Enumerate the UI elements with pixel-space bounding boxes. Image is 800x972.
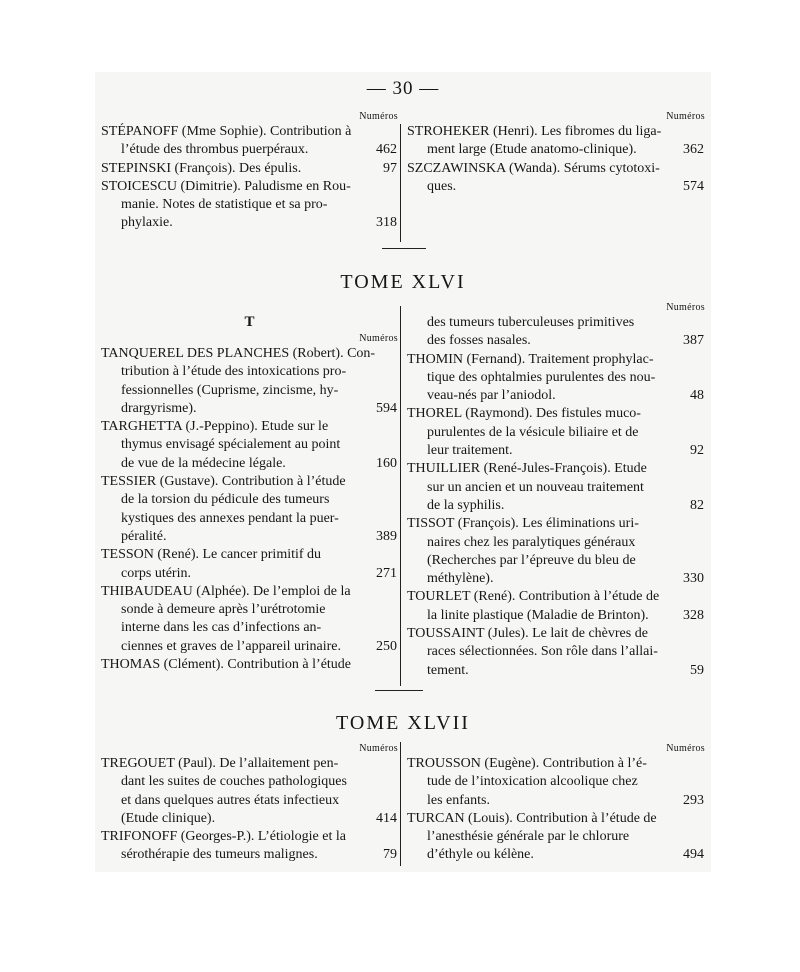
- tome-47-heading: TOME XLVII: [336, 712, 470, 734]
- index-entry: [407, 123, 705, 160]
- entry-number: 574: [683, 178, 704, 194]
- entry-line: TANQUEREL DES PLANCHES (Robert). Con-: [101, 346, 376, 361]
- entry-line: sonde à demeure après l’urétrotomie: [121, 602, 326, 618]
- entry-text: méthylène).: [427, 571, 494, 587]
- index-entry: [407, 405, 705, 460]
- index-entry: [407, 515, 705, 588]
- numeros-header: Numéros: [359, 743, 398, 754]
- entry-line: kystiques des annexes pendant la puer-: [121, 510, 339, 526]
- numeros-header: Numéros: [666, 743, 705, 754]
- entry-text: THOMAS (Clément). Contribution à l’étude: [101, 657, 352, 673]
- entry-text: péralité.: [121, 528, 167, 544]
- document-page: [95, 72, 711, 872]
- entry-line: et dans quelques autres états infectieux: [121, 792, 340, 808]
- entry-last-line: [407, 442, 705, 460]
- entry-line: TISSOT (François). Les éliminations uri-: [407, 516, 639, 532]
- index-entry: [101, 546, 398, 583]
- entry-line: (Recherches par l’épreuve du bleu de: [427, 552, 636, 568]
- index-entry: [101, 345, 398, 418]
- entry-number: 362: [683, 142, 704, 158]
- entry-text: l’étude des thrombus puerpéraux.: [121, 142, 309, 158]
- index-entry: [101, 828, 398, 865]
- entry-line: TOURLET (René). Contribution à l’étude de: [407, 589, 660, 605]
- entry-text: des fosses nasales.: [427, 333, 531, 349]
- entry-number: 59: [690, 662, 704, 678]
- entry-last-line: [101, 455, 398, 473]
- numeros-header: Numéros: [359, 333, 398, 344]
- entry-line: interne dans les cas d’infections an-: [121, 620, 322, 636]
- entry-number: 293: [683, 792, 704, 808]
- entry-line: fessionnelles (Cuprisme, zincisme, hy-: [121, 382, 339, 398]
- entry-last-line: [101, 400, 398, 418]
- entry-number: 271: [376, 565, 397, 581]
- entry-number: 97: [383, 160, 397, 176]
- entry-number: 328: [683, 607, 704, 623]
- entry-last-line: [101, 160, 398, 178]
- entry-line: TOUSSAINT (Jules). Le lait de chèvres de: [407, 626, 648, 642]
- index-entry: [101, 418, 398, 473]
- tome46-left-column: [101, 310, 398, 674]
- section1-left-column: [101, 110, 398, 233]
- entry-line: tribution à l’étude des intoxications pro-: [121, 364, 347, 380]
- index-entry: [101, 473, 398, 546]
- entry-last-line: [407, 387, 705, 405]
- entry-last-line: [407, 332, 705, 350]
- section1-right-column: [407, 110, 705, 196]
- entry-text: corps utérin.: [121, 565, 191, 581]
- entry-text: leur traitement.: [427, 443, 513, 459]
- entry-last-line: [407, 846, 705, 864]
- entry-last-line: [407, 792, 705, 810]
- entry-line: TRIFONOFF (Georges-P.). L’étiologie et la: [101, 829, 346, 845]
- section-rule: [382, 248, 426, 249]
- entry-last-line: [101, 141, 398, 159]
- entry-text: STEPINSKI (François). Des épulis.: [101, 160, 302, 176]
- index-entry: [101, 755, 398, 828]
- entry-line: manie. Notes de statistique et sa pro-: [121, 197, 328, 213]
- index-entry: [101, 123, 398, 160]
- index-entry: [407, 625, 705, 680]
- entry-number: 160: [376, 455, 397, 471]
- entry-number: 330: [683, 571, 704, 587]
- entry-last-line: [407, 662, 705, 680]
- entry-last-line: [407, 607, 705, 625]
- column-separator: [400, 124, 401, 242]
- letter-heading: T: [244, 314, 255, 330]
- column-separator: [400, 742, 401, 866]
- entry-number: 48: [690, 388, 704, 404]
- entry-last-line: [101, 565, 398, 583]
- index-entry: [101, 160, 398, 178]
- tome47-right-column: [407, 742, 705, 865]
- entry-text: (Etude clinique).: [121, 810, 216, 826]
- entry-text: tement.: [427, 662, 469, 678]
- index-entry: [407, 314, 705, 351]
- entry-line: TROUSSON (Eugène). Contribution à l’é-: [407, 756, 647, 771]
- entry-line: tude de l’intoxication alcoolique chez: [427, 774, 638, 790]
- entry-line: sur un ancien et un nouveau traitement: [427, 479, 644, 495]
- entry-line: THIBAUDEAU (Alphée). De l’emploi de la: [101, 583, 351, 599]
- entry-number: 494: [683, 847, 704, 863]
- entry-line: THOMIN (Fernand). Traitement prophylac-: [407, 351, 654, 367]
- entry-line: naires chez les paralytiques généraux: [427, 534, 636, 550]
- entry-line: TESSIER (Gustave). Contribution à l’étude: [101, 474, 346, 490]
- entry-line: STÉPANOFF (Mme Sophie). Contribution à: [101, 124, 352, 139]
- entry-last-line: [101, 638, 398, 656]
- tome46-right-column: [407, 301, 705, 680]
- section-rule: [375, 690, 423, 691]
- entry-number: 594: [376, 400, 397, 416]
- entry-line: races sélectionnées. Son rôle dans l’allai-: [427, 644, 658, 660]
- entry-last-line: [101, 846, 398, 864]
- entry-line: THUILLIER (René-Jules-François). Etude: [407, 461, 647, 477]
- entry-text: les enfants.: [427, 792, 490, 808]
- entry-number: 462: [376, 142, 397, 158]
- entry-line: thymus envisagé spécialement au point: [121, 437, 341, 453]
- entry-last-line: [407, 570, 705, 588]
- index-entry: [101, 178, 398, 233]
- entry-last-line: [407, 141, 705, 159]
- entry-line: STROHEKER (Henri). Les fibromes du liga-: [407, 124, 662, 139]
- entry-number: [397, 656, 398, 674]
- tome-46-heading: TOME XLVI: [340, 271, 466, 293]
- entry-number: 318: [376, 215, 397, 231]
- entry-text: la linite plastique (Maladie de Brinton).: [427, 607, 649, 623]
- entry-line: purulentes de la vésicule biliaire et de: [427, 424, 639, 440]
- numeros-header: Numéros: [666, 302, 705, 313]
- index-entry: [101, 583, 398, 656]
- numeros-header: Numéros: [359, 111, 398, 122]
- entry-line: THOREL (Raymond). Des fistules muco-: [407, 406, 641, 422]
- entry-last-line: [407, 497, 705, 515]
- entry-line: STOICESCU (Dimitrie). Paludisme en Rou-: [101, 178, 351, 194]
- entry-last-line: [101, 528, 398, 546]
- entry-last-line: [101, 656, 398, 674]
- entry-text: drargyrisme).: [121, 400, 197, 416]
- entry-line: dant les suites de couches pathologiques: [121, 774, 347, 790]
- entry-number: 389: [376, 528, 397, 544]
- entry-line: TURCAN (Louis). Contribution à l’étude de: [407, 810, 657, 826]
- entry-text: ciennes et graves de l’appareil urinaire.: [121, 638, 342, 654]
- index-entry: [407, 351, 705, 406]
- entry-number: 82: [690, 497, 704, 513]
- entry-line: de la torsion du pédicule des tumeurs: [121, 492, 330, 508]
- entry-text: sérothérapie des tumeurs malignes.: [121, 847, 318, 863]
- entry-number: 250: [376, 638, 397, 654]
- index-entry: [407, 755, 705, 810]
- entry-line: TESSON (René). Le cancer primitif du: [101, 547, 322, 563]
- entry-number: 92: [690, 443, 704, 459]
- entry-text: de vue de la médecine légale.: [121, 455, 286, 471]
- entry-line: SZCZAWINSKA (Wanda). Sérums cytotoxi-: [407, 160, 660, 176]
- entry-text: de la syphilis.: [427, 497, 505, 513]
- entry-text: ques.: [427, 178, 457, 194]
- entry-line: l’anesthésie générale par le chlorure: [427, 829, 630, 845]
- entry-number: 79: [383, 847, 397, 863]
- entry-line: tique des ophtalmies purulentes des nou-: [427, 369, 656, 385]
- index-entry: [101, 656, 398, 674]
- entry-text: phylaxie.: [121, 215, 173, 231]
- entry-text: d’éthyle ou kélène.: [427, 847, 534, 863]
- entry-line: TREGOUET (Paul). De l’allaitement pen-: [101, 756, 339, 771]
- entry-number: 414: [376, 810, 397, 826]
- tome47-left-column: [101, 742, 398, 865]
- index-entry: [407, 160, 705, 197]
- entry-text: ment large (Etude anatomo-clinique).: [427, 142, 637, 158]
- index-entry: [407, 588, 705, 625]
- entry-text: veau-nés par l’aniodol.: [427, 388, 556, 404]
- index-entry: [407, 460, 705, 515]
- column-separator: [400, 306, 401, 686]
- entry-last-line: [407, 178, 705, 196]
- entry-last-line: [101, 810, 398, 828]
- page-number: — 30 —: [366, 78, 440, 99]
- index-entry: [407, 810, 705, 865]
- entry-last-line: [101, 214, 398, 232]
- numeros-header: Numéros: [666, 111, 705, 122]
- entry-line: des tumeurs tuberculeuses primitives: [427, 315, 635, 330]
- entry-line: TARGHETTA (J.-Peppino). Etude sur le: [101, 419, 329, 435]
- entry-number: 387: [683, 333, 704, 349]
